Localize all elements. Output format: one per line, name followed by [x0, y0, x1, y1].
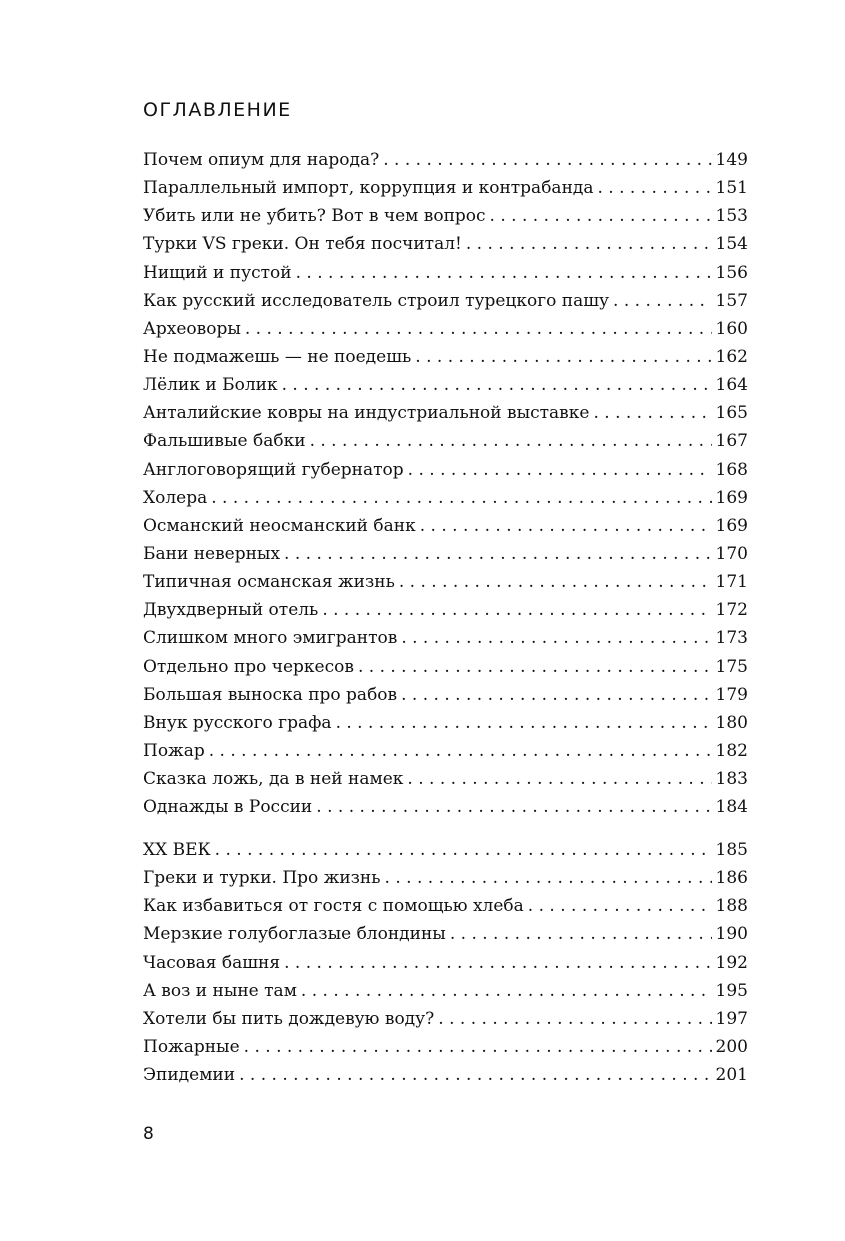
dot-leader: [613, 287, 712, 315]
dot-leader: [593, 399, 711, 427]
dot-leader: [598, 174, 712, 202]
toc-entry[interactable]: [143, 512, 748, 540]
toc-entry[interactable]: [143, 681, 748, 709]
toc-entry-page: 175: [715, 656, 748, 677]
toc-entry[interactable]: [143, 174, 748, 202]
toc-entry[interactable]: [143, 202, 748, 230]
dot-leader: [211, 484, 711, 512]
toc-entry[interactable]: [143, 343, 748, 371]
toc-entry[interactable]: [143, 709, 748, 737]
dot-leader: [336, 709, 712, 737]
toc-entry-title: Холера: [143, 487, 208, 508]
toc-entry-title: А воз и ныне там: [143, 980, 297, 1001]
toc-entry-page: 171: [715, 572, 748, 593]
toc-entry-title: Убить или не убить? Вот в чем вопрос: [143, 206, 486, 227]
toc-entry[interactable]: [143, 371, 748, 399]
toc-entry-title: Пожарные: [143, 1036, 240, 1057]
toc-entry-title: Почем опиум для народа?: [143, 150, 380, 170]
toc-entry-title: Англоговорящий губернатор: [143, 459, 404, 480]
dot-leader: [407, 765, 711, 793]
toc-entry[interactable]: [143, 484, 748, 512]
toc-entry-title: Внук русского графа: [143, 712, 332, 733]
toc-entry-title: Типичная османская жизнь: [143, 572, 395, 593]
dot-leader: [401, 681, 711, 709]
toc-entry-title: Пожар: [143, 740, 205, 761]
toc-entry-title: Эпидемии: [143, 1065, 236, 1086]
toc-entry-page: 164: [715, 375, 748, 396]
dot-leader: [401, 624, 711, 652]
toc-entry[interactable]: [143, 427, 748, 455]
toc-entry-title: Османский неосманский банк: [143, 515, 416, 536]
toc-entry-page: 200: [715, 1036, 748, 1057]
toc-entry-page: 173: [715, 628, 748, 649]
toc-entry-title: Мерзкие голубоглазые блондины: [143, 924, 446, 945]
toc-entry-page: 169: [715, 487, 748, 508]
toc-entry-title: Однажды в России: [143, 797, 313, 818]
toc-list-xx-century: [143, 836, 748, 1089]
toc-entry[interactable]: [143, 765, 748, 793]
dot-leader: [415, 343, 711, 371]
toc-entry-page: 184: [715, 797, 748, 818]
toc-entry-page: 165: [715, 403, 748, 424]
dot-leader: [282, 371, 712, 399]
toc-entry-page: 154: [715, 234, 748, 255]
dot-leader: [438, 1005, 711, 1033]
toc-entry[interactable]: [143, 315, 748, 343]
toc-entry-page: 180: [715, 712, 748, 733]
dot-leader: [301, 977, 712, 1005]
toc-entry[interactable]: [143, 737, 748, 765]
toc-entry[interactable]: [143, 1061, 748, 1089]
page-title: ОГЛАВЛЕНИЕ: [143, 99, 292, 121]
dot-leader: [296, 259, 712, 287]
toc-entry[interactable]: [143, 920, 748, 948]
toc-entry-title: Двухдверный отель: [143, 600, 319, 621]
dot-leader: [383, 146, 711, 174]
toc-entry-page: 172: [715, 600, 748, 621]
dot-leader: [310, 427, 712, 455]
toc-entry[interactable]: [143, 653, 748, 681]
toc-entry[interactable]: [143, 399, 748, 427]
toc-entry-title: Анталийские ковры на индустриальной выставке: [143, 403, 590, 424]
toc-entry[interactable]: [143, 793, 748, 821]
toc-entry[interactable]: [143, 1033, 748, 1061]
dot-leader: [284, 540, 712, 568]
toc-entry-title: Как русский исследователь строил турецкого пашу: [143, 290, 610, 311]
toc-entry-page: 192: [715, 952, 748, 973]
toc-entry[interactable]: [143, 230, 748, 258]
toc-entry[interactable]: [143, 864, 748, 892]
toc-entry-page: 197: [715, 1008, 748, 1029]
toc-entry-title: Слишком много эмигрантов: [143, 628, 398, 649]
toc-entry-title: Большая выноска про рабов: [143, 684, 398, 705]
toc-entry-title: Лёлик и Болик: [143, 375, 278, 396]
toc-entry-page: 167: [715, 431, 748, 452]
toc-entry-page: 170: [715, 543, 748, 564]
toc-entry-title: Как избавиться от гостя с помощью хлеба: [143, 896, 524, 917]
toc-list-main: [143, 146, 748, 821]
dot-leader: [385, 864, 712, 892]
toc-entry-page: 160: [715, 318, 748, 339]
dot-leader: [528, 892, 712, 920]
toc-entry-page: 195: [715, 980, 748, 1001]
toc-entry-page: 169: [715, 515, 748, 536]
toc-entry-title: Параллельный импорт, коррупция и контрабанда: [143, 178, 594, 199]
dot-leader: [408, 456, 712, 484]
page-number: 8: [143, 1124, 154, 1144]
toc-entry[interactable]: [143, 456, 748, 484]
toc-entry-page: 168: [715, 459, 748, 480]
toc-entry[interactable]: [143, 1005, 748, 1033]
toc-entry-page: 182: [715, 740, 748, 761]
toc-entry-title: Хотели бы пить дождевую воду?: [143, 1008, 435, 1029]
dot-leader: [420, 512, 712, 540]
toc-entry-title: Не подмажешь — не поедешь: [143, 346, 412, 367]
toc-entry[interactable]: [143, 949, 748, 977]
dot-leader: [490, 202, 712, 230]
toc-entry-title: Часовая башня: [143, 952, 281, 973]
toc-entry[interactable]: [143, 259, 748, 287]
toc-entry-page: 157: [715, 290, 748, 311]
dot-leader: [399, 568, 712, 596]
dot-leader: [244, 1033, 712, 1061]
dot-leader: [466, 230, 712, 258]
dot-leader: [316, 793, 711, 821]
toc-entry-page: 201: [715, 1065, 748, 1086]
dot-leader: [209, 737, 712, 765]
toc-entry-page: 183: [715, 769, 748, 790]
toc-entry-page: 151: [715, 178, 748, 199]
toc-entry[interactable]: [143, 568, 748, 596]
dot-leader: [358, 653, 712, 681]
toc-entry-title: Нищий и пустой: [143, 262, 292, 283]
toc-entry-title: Турки VS греки. Он тебя посчитал!: [143, 234, 462, 255]
dot-leader: [450, 920, 712, 948]
toc-entry-page: 190: [715, 924, 748, 945]
toc-entry[interactable]: [143, 596, 748, 624]
toc-entry-title: Отдельно про черкесов: [143, 656, 354, 677]
toc-entry-page: 186: [715, 868, 748, 889]
toc-entry[interactable]: [143, 977, 748, 1005]
toc-entry-title: Бани неверных: [143, 543, 281, 564]
toc-entry-page: 153: [715, 206, 748, 227]
toc-entry-page: 149: [715, 150, 748, 170]
toc-entry-page: 188: [715, 896, 748, 917]
toc-entry-title: Фальшивые бабки: [143, 431, 306, 452]
toc-entry-title: Греки и турки. Про жизнь: [143, 868, 381, 889]
toc-entry[interactable]: [143, 892, 748, 920]
toc-entry[interactable]: [143, 287, 748, 315]
toc-entry-page: 156: [715, 262, 748, 283]
toc-entry-title: Сказка ложь, да в ней намек: [143, 769, 404, 790]
toc-entry-title: XX ВЕК: [143, 840, 211, 860]
toc-entry-page: 185: [715, 840, 748, 860]
dot-leader: [215, 836, 712, 864]
toc-entry-page: 179: [715, 684, 748, 705]
dot-leader: [284, 949, 711, 977]
toc-entry[interactable]: [143, 836, 748, 864]
dot-leader: [245, 315, 712, 343]
toc-entry-page: 162: [715, 346, 748, 367]
dot-leader: [239, 1061, 711, 1089]
dot-leader: [322, 596, 711, 624]
toc-entry[interactable]: [143, 540, 748, 568]
toc-entry-title: Археоворы: [143, 318, 241, 339]
toc-entry[interactable]: [143, 146, 748, 174]
toc-entry[interactable]: [143, 624, 748, 652]
